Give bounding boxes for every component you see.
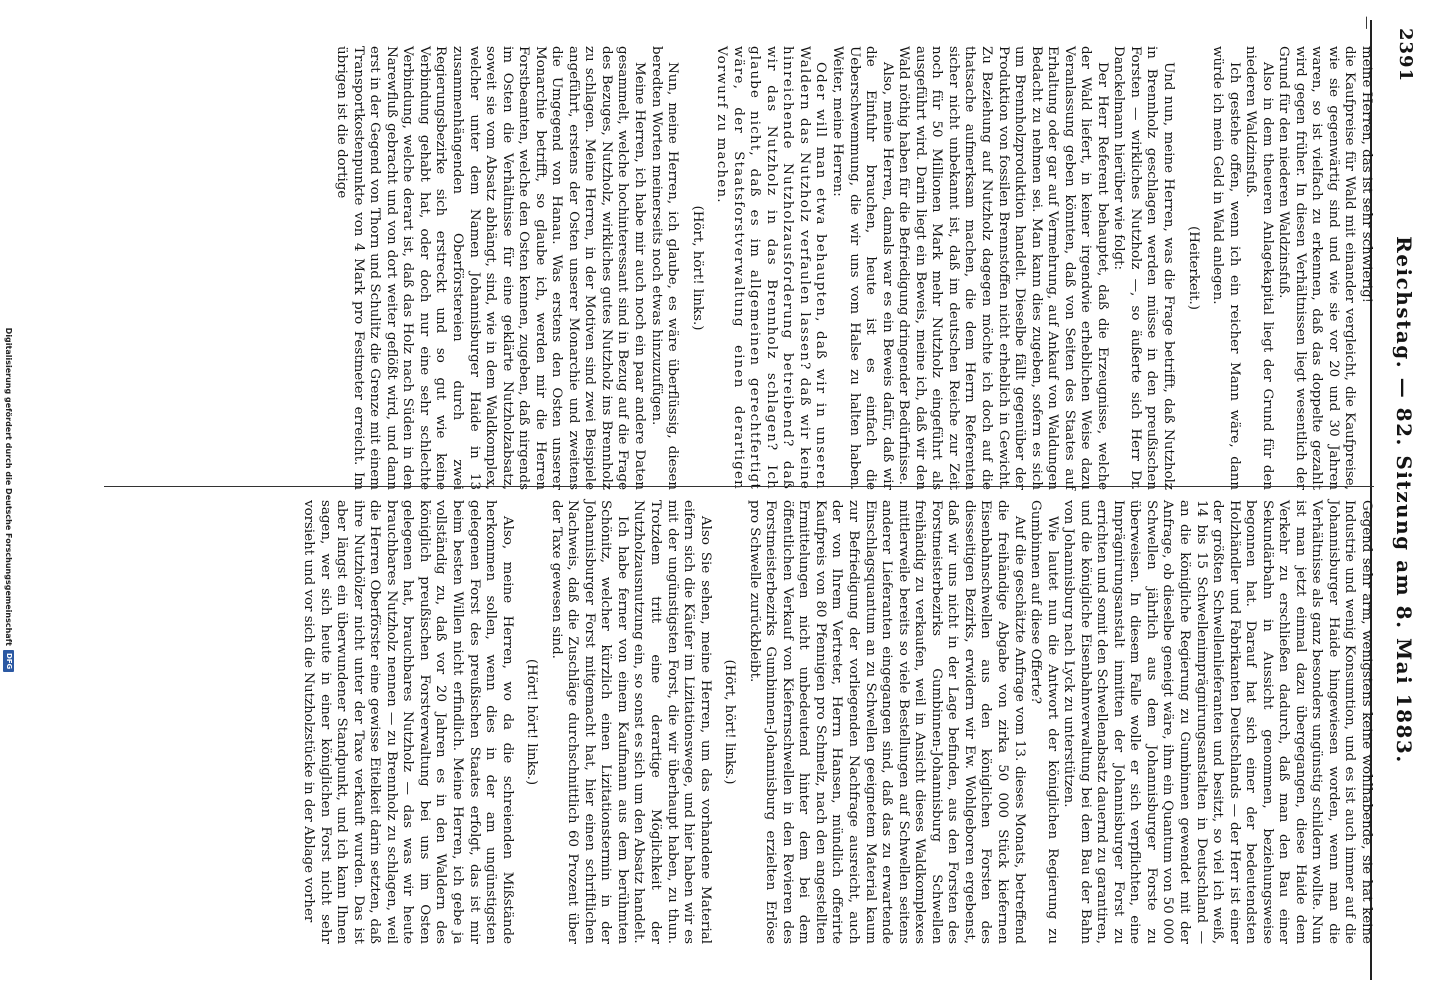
paragraph: Meine Herren, ich habe mir auch noch ein paar andere Daten gesammelt, welche hochinteressant sind in Bezug auf die Frage des Bezuges, Nutzholz, wirkliches gutes Nutzholz ins Brennholz zu schlagen. Meine Herren, in der Motiven sind zwei Beispiele angeführt, erstens der Osten unserer Monarchie und zweitens die Umgegend von Hanau. Was erstens den Osten unserer Monarchie betrifft, so glaube ich, werden mir die Herren Forstbeamten, welche den Osten kennen, zugeben, daß nirgends im Osten die Verhältnisse für eine geklärte Nutzholzabsatz, soweit sie vom Absatz abhängt, sind, wie in dem Waldkomplex, welcher unter dem Namen Johannisburger Haide in 13 zusammenhängenden Oberförstereien durch zwei Regierungsbezirke sich erstreckt und so gut wie keine Verbindung gehabt hat, oder doch nur eine sehr schlechte Verbindung, welche derart ist, daß das Holz nach Süden in den Narewfluß gebracht und von dort weiter geflößt wird, und dann erst in der Gegend von Thorn und Schulitz die Grenze mit einem Transportkostenpunkte von 4 Mark pro Festmeter erreicht. Im übrigen ist die dortige: [334, 46, 648, 490]
dash-mark: —: [1359, 16, 1374, 30]
interjection: (Hört, hört! links.): [689, 205, 705, 331]
quoted-paragraph: Oder will man etwa behaupten, daß wir in unseren Waldern das Nutzholz verfaulen lassen? daß wir keine hinreichende Nutzholzausforderung betreibend? daß wir das Nutzholz in das Brennholz schlagen? Ich glaube nicht, daß es im allgemeinen gerechtfertigt wäre, der Staatsforstverwaltung einen derartigen Vorwurf zu machen.: [714, 46, 829, 490]
interjection: (Heiterkeit.): [1185, 226, 1201, 310]
paragraph: Also in dem theueren Anlagekapital liegt der Grund für den niederen Waldzinsfuß.: [1243, 46, 1275, 490]
column-divider: [104, 486, 1374, 487]
quoted-paragraph: Der Herr Referent behauptet, daß die Erzeugnisse, welche der Wald liefert, in keiner irgendwie erheblichen Weise dazu Veranlassung geben könnten, daß von Seiten des Staates auf Erhaltung oder gar auf Vermehrung, auf Ankauf von Waldungen Bedacht zu nehmen sei. Man kann dies zugeben, sofern es sich um Brennholzproduktion handelt. Dieselbe fällt gegenüber der Produktion von fossilen Brennstoffen nicht erheblich in Gewicht. Zu Beziehung auf Nutzholz dagegen möchte ich doch auf die thatsache aufmerksam machen, die dem Herrn Referenten sicher nicht unbekannt ist, daß im deutschen Reiche zur Zeit noch für 50 Millionen Mark mehr Nutzholz eingeführt als ausgeführt wird. Darin liegt ein Beweis, meine ich, daß wir den Wald nöthig haben für die Befriedigung dringender Bedürfnisse.: [896, 46, 1110, 490]
running-title: Reichstag. — 82. Sitzung am 8. Mai 1883.: [1392, 236, 1416, 764]
paragraph: Nun, meine Herren, ich glaube, es wäre überflüssig, diesen beredten Worten meinerseits noch etwas hinzuzufügen.: [648, 46, 681, 490]
dfg-logo: DFG: [3, 650, 14, 672]
left-column: [333, 16, 1374, 490]
paragraph: Ich habe ferner von einem Kaufmann aus dem berühmten Schönitz, welcher kürzlich einen Lizitationstermin in der Johannisburger Forst mitgemacht hat, hier einen schriftlichen Nachweis, daß die Zuschläge durchschnittlich 60 Prozent über der Taxe gewesen sind.: [548, 500, 630, 944]
paragraph: Wie lautet nun die Antwort der königlichen Regierung zu Gumbinnen auf diese Offerte?: [1028, 500, 1060, 944]
paragraph: Also, meine Herren, damals war es ein Beweis dafür, daß wir die Einfuhr brauchen, heute ist es einfach die Ueberschwemmung, die wir uns vom Halse zu halten haben. Weiter, meine Herren:: [830, 46, 895, 490]
right-column: [300, 500, 1374, 944]
digitization-note-text: Digitalisierung gefördert durch die Deutsche Forschungsgemeinschaft: [4, 327, 13, 646]
paragraph: [1357, 16, 1374, 490]
paragraph: Und nun, meine Herren, was die Frage betrifft, daß Nutzholz in Brennholz geschlagen werden müsse in den preußischen Forsten — wirkliches Nutzholz —, so äußerte sich Herr Dr. Danckelmann hierüber wie folgt:: [1111, 46, 1176, 490]
paragraph: Ich gestehe offen, wenn ich ein reicher Mann wäre, dann würde ich mein Geld in Wald anlegen.: [1210, 46, 1242, 490]
paragraph: Gegend sehr arm, wenigstens keine wohlhabende, sie hat keine Industrie und wenig Konsumtion, und es ist auch immer auf die Johannisburger Haide hingewiesen worden, wenn man die Verhältnisse als ganz besonders ungünstig schildern wollte. Nun ist man jetzt einmal dazu übergegangen, diese Haide dem Verkehr zu erschließen dadurch, daß man den Bau einer Sekundärbahn in Aussicht genommen, beziehungsweise begonnen hat. Darauf hat sich einer der bedeutendsten Holzhändler und Fabrikanten Deutschlands — der Herr ist einer der größten Schwellenlieferanten und besitzt, so viel ich weiß, 14 bis 15 Schwellenimprägnirungsanstalten in Deutschland — an die königliche Regierung zu Gumbinnen gewendet mit der Anfrage, ob dieselbe geneigt wäre, ihm ein Quantum von 50 000 Schwellen jährlich aus dem Johannisburger Forste zu überweisen. In diesem Falle wolle er sich verpflichten, eine Imprägnirungsanstalt inmitten der Johannisburger Forst zu errichten und somit den Schwellenabsatz dauernd zu garantiren, und die königliche Eisenbahnverwaltung bei dem Bau der Bahn von Johannisburg nach Lyck zu unterstützen.: [1061, 500, 1374, 944]
paragraph: Also Sie sehen, meine Herren, um das vorhandene Material eifern sich die Käufer im Lizitationswege, und hier haben wir es mit der ungünstigsten Forst, die wir überhaupt haben, zu thun. Trotzdem tritt eine derartige Möglichkeit der Nutzholzausnutzung ein, so sonst es sich um den Absatz handelt.: [631, 500, 713, 944]
quoted-paragraph: Auf die geschätzte Anfrage vom 13. dieses Monats, betreffend die freihändige Abgabe von zirka 50 000 Stück kiefernen Eisenbahnschwellen aus den königlichen Forsten des diesseitigen Bezirks, erwidern wir Ew. Wohlgeboren ergebenst, daß wir uns nicht in der Lage befinden, aus den Forsten des Forstmeisterbezirks Gumbinnen-Johannisburg Schwellen freihändig zu verkaufen, weil in Ansicht dieses Waldkomplexes mittlerweile bereits so viele Bestellungen auf Schwellen seitens anderer Lieferanten eingegangen sind, daß das zu erwartende Einschlagsquantum an zu Schwellen geeignetem Material kaum zur Befriedigung der vorliegenden Nachfrage ausreicht, auch der von Ihrem Vertreter, Herrn Hansen, mündlich offerirte Kaufpreis von 80 Pfennigen pro Schmelz, nach den angestellten Ermittelungen nicht unbedeutend hinter dem bei dem öffentlichen Verkauf von Kiefernschwellen in den Revieren des Forstmeisterbezirks Gumbinnen-Johannisburg erzielten Erlöse pro Schwelle zurückbleibt.: [746, 500, 1027, 944]
paragraph: Also, meine Herren, wo da die schreienden Mißstände herkommen sollen, wenn dies in der am ungünstigsten gelegenen Forst des preußischen Staates erfolgt, das ist mir beim besten Willen nicht erfindlich. Meine Herren, ich gebe ja vollständig zu, daß vor 20 Jahren es in den Waldern des königlich preußischen Forstverwaltung bei uns im Osten gelegenen hat, brauchbares Nutzholz — das was wir heute brauchbares Nutzholz nennen — zu Brennholz zu schlagen, weil die Herren Oberförster eine gewisse Eitelkeit darin setzten, daß ihre Nutzhölzer nicht unter der Taxe verkauft wurden. Das ist aber längst ein überwundener Standpunkt, und ich kann Ihnen sagen, wer sich heute in einer königlichen Forst nicht sehr vorsieht und vor sich die Nutzholzstücke in der Ablage vorher: [301, 500, 515, 944]
interjection: (Hört! hört! links.): [524, 658, 540, 786]
digitization-note: [0, 0, 16, 1000]
paragraph: die Kaufpreise für Wald mit einander vergleicht, die Kaufpreise, wie sie gegenwärtig sind und wie sie vor 20 und 30 Jahren waren, so ist vielfach zu erkennen, daß das doppelte gezahlt wird gegen früher. In diesen Verhältnissen liegt wesentlich der Grund für den niederen Waldzinsfuß.: [1276, 46, 1358, 490]
interjection: (Hört, hört! links.): [722, 659, 738, 785]
page-number: 2391: [1395, 28, 1416, 83]
paragraph-text: meine Herren, das ist sehr schwierig!: [1359, 46, 1374, 304]
page-header: [1380, 0, 1420, 1000]
